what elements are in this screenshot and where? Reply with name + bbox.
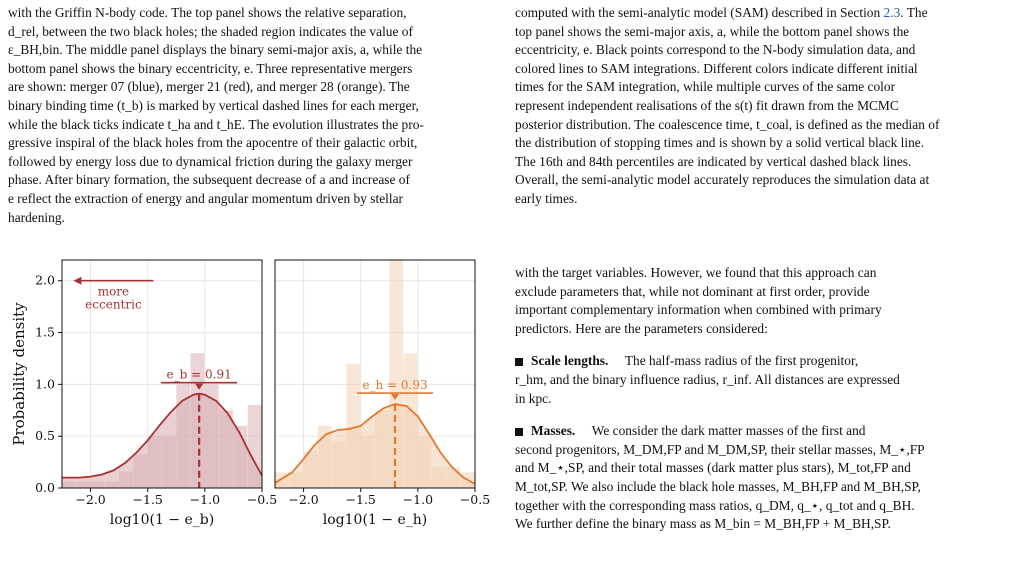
- left-arrow-icon: [73, 277, 81, 285]
- caption-line: represent independent realisations of the s(t) fit drawn from the MCMC: [515, 97, 899, 113]
- histogram-panels: [0, 255, 500, 575]
- caption-line: phase. After binary formation, the subsequent decrease of a and increase of: [8, 172, 410, 188]
- body-line: M_tot,SP. We also include the black hole masses, M_BH,FP and M_BH,SP,: [515, 478, 921, 494]
- body-line: second progenitors, M_DM,FP and M_DM,SP, their stellar masses, M_⋆,FP: [515, 441, 925, 457]
- x-axis-label: log10(1 − e_b): [109, 512, 215, 528]
- caption-line: are shown: merger 07 (blue), merger 21 (red), and merger 28 (orange). The: [8, 79, 410, 95]
- y-tick-label: 1.5: [35, 324, 55, 340]
- body-line: together with the corresponding mass ratios, q_DM, q_⋆, q_tot and q_BH.: [515, 497, 915, 513]
- x-tick-label: −1.5: [132, 492, 163, 507]
- caption-line: gressive inspiral of the black holes from the apocentre of their galactic orbit,: [8, 135, 418, 151]
- kde-area: [62, 394, 262, 488]
- x-tick-label: −0.5: [459, 492, 491, 507]
- left-figure-caption: [8, 4, 495, 227]
- eccentricity-figure: [0, 255, 500, 575]
- x-tick-label: −0.5: [246, 492, 278, 507]
- caption-line: early times.: [515, 190, 578, 206]
- x-tick-label: −1.0: [402, 492, 434, 507]
- x-tick-label: −1.0: [189, 492, 221, 507]
- body-line: with the target variables. However, we found that this approach can: [515, 265, 877, 280]
- kde-area: [275, 404, 475, 488]
- body-text-span: We consider the dark matter masses of the first and: [591, 423, 866, 439]
- right-figure-caption: [515, 4, 1018, 209]
- median-label: e_h = 0.93: [362, 378, 428, 393]
- bullet-square-icon: [515, 358, 523, 366]
- caption-line: Overall, the semi-analytic model accurately reproduces the simulation data at: [515, 172, 930, 188]
- caption-line: hardening.: [8, 209, 65, 225]
- y-tick-label: 1.0: [35, 376, 55, 392]
- y-tick-label: 0.5: [35, 428, 55, 444]
- paragraph-heading: Scale lengths.: [531, 353, 609, 369]
- annotation-text: more: [97, 284, 130, 299]
- caption-line: top panel shows the semi-major axis, a, while the bottom panel shows the: [515, 23, 910, 39]
- caption-text: . The: [900, 5, 928, 20]
- caption-line: d_rel, between the two black holes; the shaded region indicates the value of: [8, 23, 413, 39]
- y-tick-label: 0.0: [35, 480, 55, 495]
- body-line: in kpc.: [515, 390, 552, 406]
- caption-line: the distribution of stopping times and is shown by a solid vertical black line.: [515, 135, 925, 151]
- caption-line: with the Griffin N-body code. The top panel shows the relative separation,: [8, 5, 407, 20]
- x-tick-label: −2.0: [75, 492, 106, 507]
- caption-line: ε_BH,bin. The middle panel displays the binary semi-major axis, a, while the: [8, 42, 423, 58]
- section-link[interactable]: 2.3: [883, 5, 901, 20]
- body-text: [515, 264, 1018, 534]
- caption-text: computed with the semi-analytic model (SAM) described in Section: [515, 5, 884, 20]
- body-line: predictors. Here are the parameters considered:: [515, 320, 768, 336]
- y-tick-label: 2.0: [35, 272, 55, 288]
- paragraph-heading: Masses.: [531, 423, 576, 439]
- x-tick-label: −1.5: [345, 492, 376, 507]
- caption-line: The 16th and 84th percentiles are indicated by vertical dashed black lines.: [515, 153, 912, 169]
- caption-line: while the black ticks indicate t_ha and t_hE. The evolution illustrates the pro-: [8, 116, 424, 132]
- caption-line: colored lines to SAM integrations. Different colors indicate different initial: [515, 60, 918, 76]
- body-line: [515, 422, 1018, 441]
- y-axis-label: Probability density: [10, 302, 28, 446]
- body-text-span: The half-mass radius of the first progenitor,: [624, 353, 859, 369]
- caption-line: binary binding time (t_b) is marked by vertical dashed lines for each merger,: [8, 97, 419, 113]
- median-label: e_b = 0.91: [166, 367, 232, 382]
- annotation-text: eccentric: [85, 297, 142, 312]
- caption-line: times for the SAM integration, while multiple curves of the same color: [515, 79, 896, 95]
- body-line: [515, 352, 1018, 371]
- body-line: r_hm, and the binary influence radius, r_inf. All distances are expressed: [515, 371, 900, 387]
- x-axis-label: log10(1 − e_h): [322, 512, 428, 528]
- caption-line: e reflect the extraction of energy and angular momentum driven by stellar: [8, 190, 403, 206]
- body-line: important complementary information when combined with primary: [515, 302, 882, 318]
- caption-line: followed by energy loss due to dynamical friction during the galaxy merger: [8, 153, 413, 169]
- caption-line: eccentricity, e. Black points correspond to the N-body simulation data, and: [515, 42, 916, 58]
- caption-line: [515, 4, 1018, 23]
- x-tick-label: −2.0: [288, 492, 319, 507]
- body-line: We further define the binary mass as M_bin = M_BH,FP + M_BH,SP.: [515, 516, 891, 532]
- body-line: and M_⋆,SP, and their total masses (dark matter plus stars), M_tot,FP and: [515, 460, 911, 476]
- bullet-square-icon: [515, 428, 523, 436]
- caption-line: posterior distribution. The coalescence time, t_coal, is defined as the median of: [515, 116, 940, 132]
- caption-line: bottom panel shows the binary eccentricity, e. Three representative mergers: [8, 60, 413, 76]
- body-line: exclude parameters that, while not dominant at first order, provide: [515, 283, 870, 299]
